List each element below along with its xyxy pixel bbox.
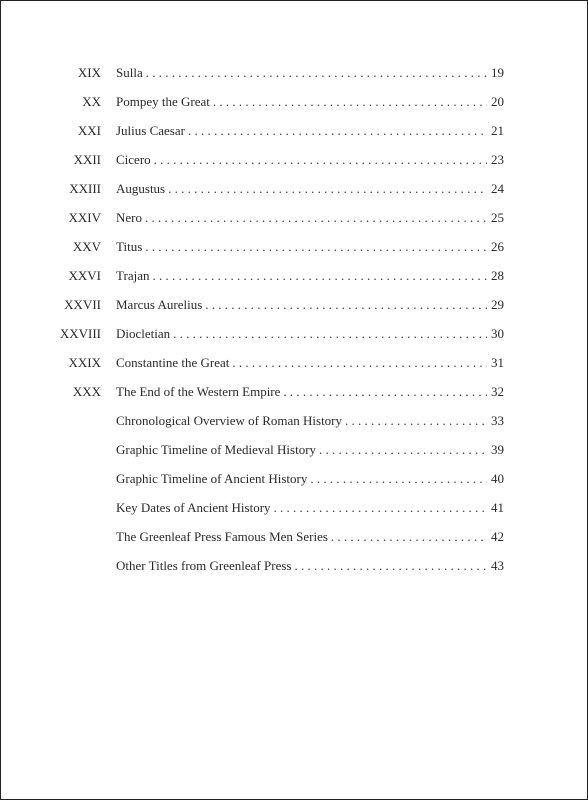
dot-leader	[294, 556, 487, 576]
toc-row	[1, 411, 587, 431]
dot-leader	[331, 527, 487, 547]
toc-row	[1, 440, 587, 460]
chapter-title: Graphic Timeline of Medieval History	[116, 442, 317, 457]
chapter-title: The Greenleaf Press Famous Men Series	[116, 529, 328, 544]
dot-leader	[232, 353, 487, 373]
chapter-title: Constantine the Great	[116, 355, 230, 370]
page-number: 30	[491, 326, 504, 341]
page-number: 43	[491, 558, 504, 573]
chapter-number: XXVI	[68, 268, 101, 283]
toc-row	[1, 498, 587, 518]
page-number: 29	[491, 297, 504, 312]
toc-entry	[116, 556, 504, 576]
chapter-title: Graphic Timeline of Ancient History	[116, 471, 308, 486]
toc-entry	[116, 179, 504, 199]
page-number: 28	[491, 268, 504, 283]
toc-row	[1, 527, 587, 547]
toc-entry	[116, 411, 504, 431]
toc-entry	[116, 527, 504, 547]
chapter-title: Pompey the Great	[116, 94, 210, 109]
toc-entry	[116, 208, 504, 228]
dot-leader	[283, 382, 487, 402]
page-number: 25	[491, 210, 504, 225]
toc-entry	[116, 353, 504, 373]
page-number: 33	[491, 413, 504, 428]
chapter-number: XXV	[72, 239, 101, 254]
dot-leader	[168, 179, 487, 199]
chapter-number: XIX	[77, 65, 101, 80]
chapter-title: The End of the Western Empire	[116, 384, 281, 399]
toc-row	[1, 237, 587, 257]
toc-entry	[116, 237, 504, 257]
page-number: 32	[491, 384, 504, 399]
toc-row	[1, 382, 587, 402]
dot-leader	[188, 121, 487, 141]
chapter-number: XXVII	[64, 297, 101, 312]
dot-leader	[310, 469, 487, 489]
dot-leader	[146, 63, 487, 83]
chapter-title: Chronological Overview of Roman History	[116, 413, 343, 428]
page-number: 19	[491, 65, 504, 80]
page-number: 21	[491, 123, 504, 138]
chapter-number: XXI	[77, 123, 101, 138]
toc-entry	[116, 382, 504, 402]
page-number: 23	[491, 152, 504, 167]
toc-row	[1, 121, 587, 141]
dot-leader	[319, 440, 487, 460]
chapter-number: XXVIII	[59, 326, 101, 341]
chapter-title: Titus	[116, 239, 143, 254]
chapter-title: Julius Caesar	[116, 123, 185, 138]
toc-entry	[116, 498, 504, 518]
toc-row	[1, 266, 587, 286]
dot-leader	[205, 295, 487, 315]
toc-entry	[116, 266, 504, 286]
page-number: 39	[491, 442, 504, 457]
toc-row	[1, 92, 587, 112]
toc-entry	[116, 324, 504, 344]
dot-leader	[173, 324, 487, 344]
toc-row	[1, 208, 587, 228]
page-number: 41	[491, 500, 504, 515]
toc-entry	[116, 121, 504, 141]
chapter-title: Trajan	[116, 268, 150, 283]
chapter-number: XX	[82, 94, 101, 109]
toc-row	[1, 324, 587, 344]
toc-row	[1, 556, 587, 576]
chapter-number: XXX	[72, 384, 101, 399]
chapter-number: XXIX	[68, 355, 101, 370]
dot-leader	[145, 237, 487, 257]
chapter-number: XXIII	[69, 181, 101, 196]
chapter-number: XXIV	[68, 210, 101, 225]
toc-entry	[116, 295, 504, 315]
dot-leader	[213, 92, 487, 112]
chapter-title: Diocletian	[116, 326, 171, 341]
toc-row	[1, 353, 587, 373]
page-number: 31	[491, 355, 504, 370]
page-number: 26	[491, 239, 504, 254]
toc-entry	[116, 469, 504, 489]
toc-row	[1, 150, 587, 170]
dot-leader	[345, 411, 487, 431]
dot-leader	[152, 266, 487, 286]
toc-row	[1, 179, 587, 199]
chapter-title: Augustus	[116, 181, 166, 196]
chapter-title: Nero	[116, 210, 142, 225]
toc-row	[1, 295, 587, 315]
page-number: 40	[491, 471, 504, 486]
toc-row	[1, 469, 587, 489]
chapter-title: Cicero	[116, 152, 151, 167]
chapter-number: XXII	[73, 152, 101, 167]
dot-leader	[154, 150, 487, 170]
toc-entry	[116, 150, 504, 170]
chapter-title: Marcus Aurelius	[116, 297, 203, 312]
page-number: 20	[491, 94, 504, 109]
chapter-title: Key Dates of Ancient History	[116, 500, 271, 515]
page-number: 24	[491, 181, 504, 196]
toc-entry	[116, 440, 504, 460]
dot-leader	[145, 208, 487, 228]
toc-entry	[116, 92, 504, 112]
toc-row	[1, 63, 587, 83]
toc-entry	[116, 63, 504, 83]
page-number: 42	[491, 529, 504, 544]
chapter-title: Other Titles from Greenleaf Press	[116, 558, 292, 573]
chapter-title: Sulla	[116, 65, 143, 80]
dot-leader	[274, 498, 487, 518]
